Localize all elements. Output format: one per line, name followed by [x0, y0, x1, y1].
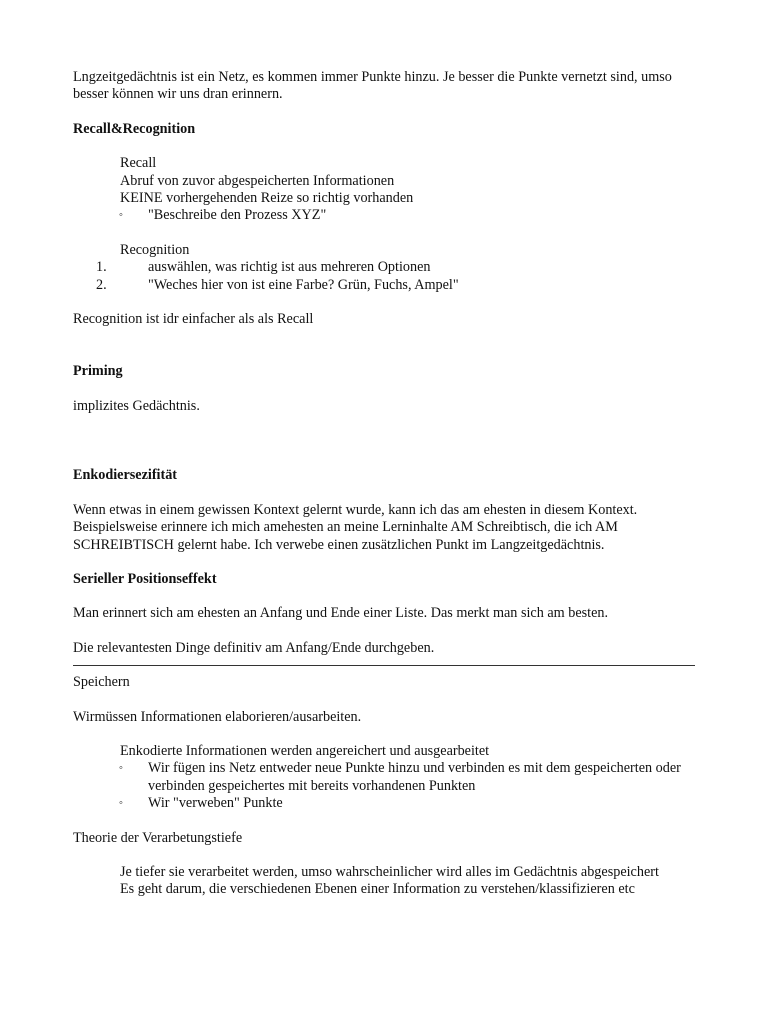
recall-title: Recall — [120, 155, 157, 172]
bullet-icon: ◦ — [119, 762, 123, 775]
list-item-text: Wir "verweben" Punkte — [148, 795, 283, 812]
priming-text: implizites Gedächtnis. — [73, 397, 200, 414]
theorie-line-1: Je tiefer sie verarbeitet werden, umso wahrscheinlicher wird alles im Gedächtnis abgespeichert — [120, 863, 659, 880]
enkodier-text: Wenn etwas in einem gewissen Kontext gelernt wurde, kann ich das am ehesten in diesem Kontext. Beispielsweise erinnere ich mich amehesten an meine Lerninhalte AM Schreibtisch, die ich AM SCHREIBTISCH gelernt habe. Ich verwebe einen zusätzlichen Punkt im Langzeitgedächtnis. — [73, 501, 638, 553]
seriell-text-1: Man erinnert sich am ehesten an Anfang und Ende einer Liste. Das merkt man sich am besten. — [73, 605, 609, 622]
list-item-text: auswählen, was richtig ist aus mehreren Optionen — [148, 259, 431, 276]
list-number: 1. — [96, 259, 107, 276]
recall-bullet-text: "Beschreibe den Prozess XYZ" — [148, 207, 327, 224]
bullet-icon: ◦ — [119, 797, 123, 810]
enkodier-heading: Enkodiersezifität — [73, 467, 178, 484]
priming-heading: Priming — [73, 363, 123, 380]
list-item — [73, 207, 703, 224]
list-item-text: Wir fügen ins Netz entweder neue Punkte hinzu und verbinden es mit dem gespeicherten oder verbinden gespeichertes mit bereits vorhandenen Punkten — [148, 760, 681, 794]
recognition-numbered-list — [73, 259, 703, 294]
seriell-text-2: Die relevantesten Dinge definitiv am Anfang/Ende durchgeben. — [73, 639, 435, 656]
document-page — [73, 69, 703, 899]
list-item — [73, 277, 703, 294]
theorie-title: Theorie der Verarbetungstiefe — [73, 829, 243, 846]
intro-paragraph: Lngzeitgedächtnis ist ein Netz, es kommen immer Punkte hinzu. Je besser die Punkte vernetzt sind, umso besser können wir uns dran erinnern. — [73, 69, 672, 103]
list-item — [73, 259, 703, 276]
recognition-title: Recognition — [120, 241, 190, 258]
list-item — [73, 795, 703, 812]
list-item — [73, 760, 703, 795]
speichern-bullet-list — [73, 760, 703, 812]
seriell-heading: Serieller Positionseffekt — [73, 570, 217, 587]
speichern-title: Speichern — [73, 674, 130, 691]
recall-recognition-heading: Recall&Recognition — [73, 120, 196, 137]
recall-line-1: Abruf von zuvor abgespeicherten Informationen — [120, 172, 395, 189]
theorie-line-2: Es geht darum, die verschiedenen Ebenen einer Information zu verstehen/klassifizieren etc — [120, 881, 635, 898]
list-item-text: "Weches hier von ist eine Farbe? Grün, Fuchs, Ampel" — [148, 276, 459, 293]
bullet-icon: ◦ — [119, 209, 123, 222]
list-number: 2. — [96, 276, 107, 293]
horizontal-divider — [73, 665, 695, 666]
speichern-indent-line: Enkodierte Informationen werden angereichert und ausgearbeitet — [120, 742, 490, 759]
recall-bullet-list — [73, 207, 703, 224]
speichern-text: Wirmüssen Informationen elaborieren/ausarbeiten. — [73, 708, 362, 725]
recall-line-2: KEINE vorhergehenden Reize so richtig vorhanden — [120, 190, 414, 207]
recognition-summary: Recognition ist idr einfacher als als Recall — [73, 311, 314, 328]
